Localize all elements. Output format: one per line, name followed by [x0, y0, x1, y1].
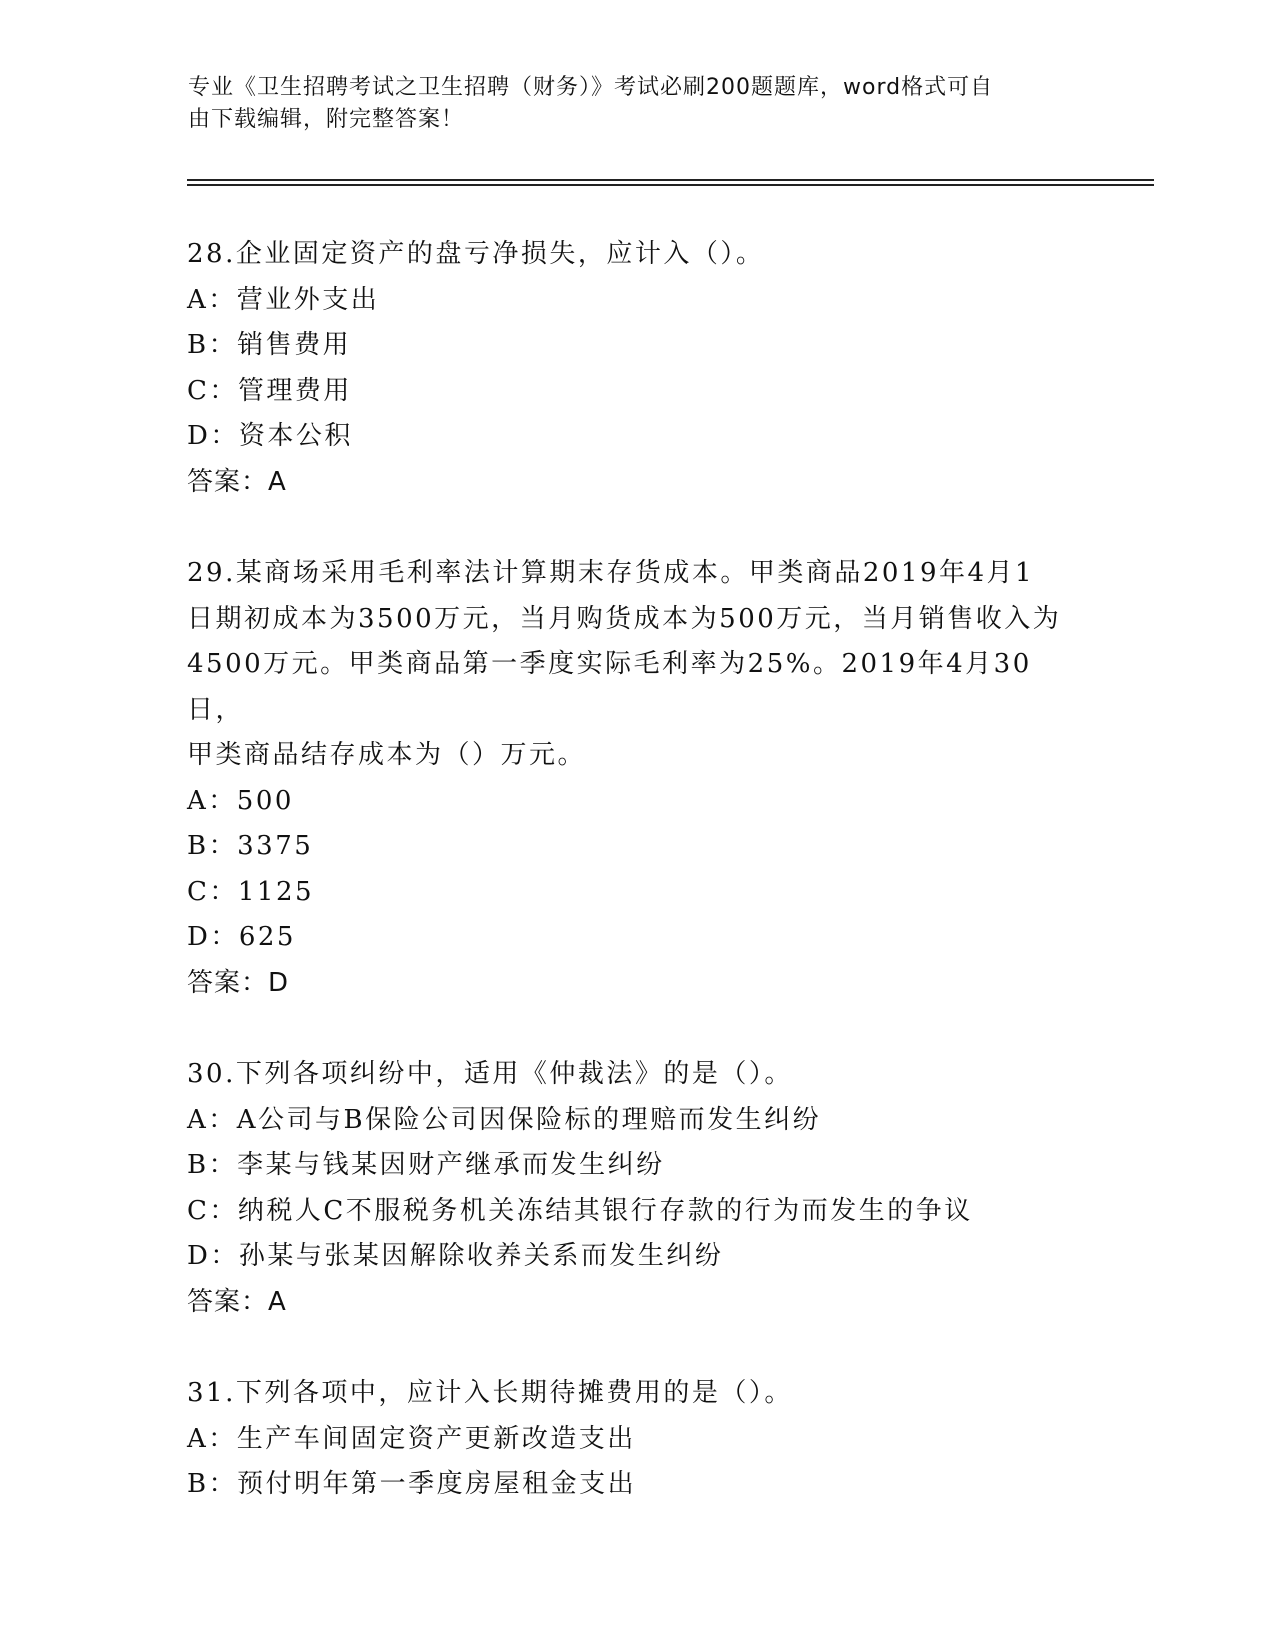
- header-line-1: 专业《卫生招聘考试之卫生招聘（财务）》考试必刷200题题库，word格式可自: [188, 75, 994, 100]
- question-30: [187, 1052, 1087, 1325]
- option-b: B：销售费用: [187, 330, 352, 360]
- option-a: A：生产车间固定资产更新改造支出: [187, 1423, 636, 1454]
- question-29: [187, 551, 1087, 1006]
- question-stem: 甲类商品结存成本为（）万元。: [187, 740, 587, 770]
- option-c: C：1125: [187, 876, 315, 907]
- answer-line: 答案：A: [187, 1286, 287, 1317]
- option-d: D：孙某与张某因解除收养关系而发生纠纷: [187, 1241, 724, 1271]
- question-stem: 31.下列各项中，应计入长期待摊费用的是（）。: [187, 1378, 793, 1408]
- question-stem: 日期初成本为3500万元，当月购货成本为500万元，当月销售收入为: [187, 603, 1062, 634]
- header-line-2: 由下载编辑，附完整答案！: [188, 107, 465, 132]
- header-divider-bottom: [187, 184, 1154, 186]
- option-b: B：李某与钱某因财产继承而发生纠纷: [187, 1150, 665, 1180]
- option-a: A：A公司与B保险公司因保险标的理赔而发生纠纷: [187, 1104, 822, 1135]
- question-stem: 29.某商场采用毛利率法计算期末存货成本。甲类商品2019年4月1: [187, 558, 1035, 588]
- question-stem: 28.企业固定资产的盘亏净损失，应计入（）。: [187, 239, 765, 269]
- document-header: [188, 72, 1088, 136]
- question-stem: 4500万元。甲类商品第一季度实际毛利率为25%。2019年4月30日，: [187, 649, 1032, 725]
- option-a: A：500: [187, 785, 294, 816]
- option-c: C：管理费用: [187, 375, 352, 406]
- option-d: D：资本公积: [187, 421, 353, 451]
- answer-line: 答案：A: [187, 466, 287, 497]
- question-28: [187, 232, 1087, 505]
- header-divider-top: [187, 179, 1154, 181]
- question-stem: 30.下列各项纠纷中，适用《仲裁法》的是（）。: [187, 1059, 793, 1089]
- option-a: A：营业外支出: [187, 284, 380, 315]
- option-b: B：3375: [187, 831, 314, 861]
- option-d: D：625: [187, 922, 296, 952]
- question-list: [187, 232, 1087, 1554]
- option-b: B：预付明年第一季度房屋租金支出: [187, 1469, 637, 1499]
- question-31: [187, 1371, 1087, 1508]
- option-c: C：纳税人C不服税务机关冻结其银行存款的行为而发生的争议: [187, 1195, 973, 1226]
- answer-line: 答案：D: [187, 967, 290, 998]
